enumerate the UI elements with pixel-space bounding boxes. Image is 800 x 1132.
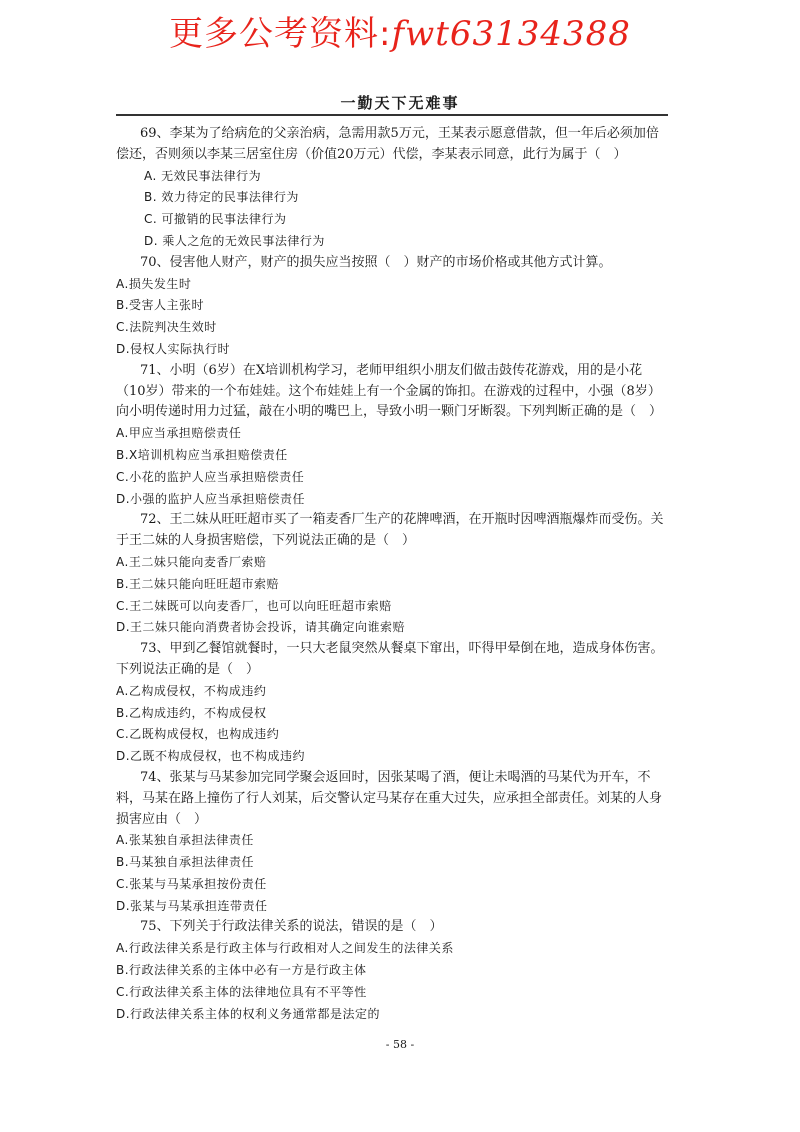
option-a: A.张某独自承担法律责任 (116, 833, 254, 848)
option-d: D.小强的监护人应当承担赔偿责任 (116, 491, 306, 506)
question-stem: 71、小明（6岁）在X培训机构学习，老师甲组织小朋友们做击鼓传花游戏，用的是小花（10岁）带来的一个布娃娃。这个布娃娃上有一个金属的饰扣。在游戏的过程中，小强（8岁）向小明传递时用力过猛，敲在小明的嘴巴上，导致小明一颗门牙断裂。下列判断正确的是（ ） (116, 362, 663, 420)
option-b: B.乙构成违约，不构成侵权 (116, 705, 267, 720)
page-number: - 58 - (385, 1038, 415, 1051)
option-b: B.行政法律关系的主体中必有一方是行政主体 (116, 963, 367, 978)
option-c: C.行政法律关系主体的法律地位具有不平等性 (116, 984, 367, 999)
option-c: C.乙既构成侵权，也构成违约 (116, 727, 280, 742)
option-c: C. 可撤销的民事法律行为 (144, 212, 287, 227)
question-stem: 69、李某为了给病危的父亲治病，急需用款5万元，王某表示愿意借款，但一年后必须加倍偿还，否则须以李某三居室住房（价值20万元）代偿，李某表示同意，此行为属于（ ） (116, 126, 659, 162)
option-d: D.行政法律关系主体的权利义务通常都是法定的 (116, 1006, 381, 1021)
option-c: C.王二妹既可以向麦香厂，也可以向旺旺超市索赔 (116, 598, 392, 613)
option-c: C.法院判决生效时 (116, 320, 217, 335)
question-69 (116, 124, 666, 253)
question-72 (116, 510, 666, 639)
option-a: A.王二妹只能向麦香厂索赔 (116, 554, 267, 569)
question-stem: 74、张某与马某参加完同学聚会返回时，因张某喝了酒，便让未喝酒的马某代为开车，不料，马某在路上撞伤了行人刘某，后交警认定马某存在重大过失，应承担全部责任。刘某的人身损害应由（ ） (116, 769, 663, 827)
option-b: B.受害人主张时 (116, 298, 205, 313)
option-a: A.行政法律关系是行政主体与行政相对人之间发生的法律关系 (116, 941, 454, 956)
option-d: D.乙既不构成侵权，也不构成违约 (116, 749, 306, 764)
option-c: C.小花的监护人应当承担赔偿责任 (116, 469, 305, 484)
question-73 (116, 639, 666, 768)
option-b: B.X培训机构应当承担赔偿责任 (116, 447, 288, 462)
option-a: A.甲应当承担赔偿责任 (116, 426, 242, 441)
option-b: B. 效力待定的民事法律行为 (144, 190, 299, 205)
option-d: D. 乘人之危的无效民事法律行为 (144, 233, 325, 248)
question-stem: 73、甲到乙餐馆就餐时，一只大老鼠突然从餐桌下窜出，吓得甲晕倒在地，造成身体伤害。下列说法正确的是（ ） (116, 641, 664, 677)
option-list (116, 830, 666, 917)
question-stem: 72、王二妹从旺旺超市买了一箱麦香厂生产的花牌啤酒，在开瓶时因啤酒瓶爆炸而受伤。关于王二妹的人身损害赔偿，下列说法正确的是（ ） (116, 512, 664, 549)
question-75 (116, 917, 666, 1025)
question-stem: 70、侵害他人财产，财产的损失应当按照（ ）财产的市场价格或其他方式计算。 (140, 254, 612, 270)
option-d: D.侵权人实际执行时 (116, 341, 231, 356)
option-list (116, 681, 666, 768)
watermark-prefix: 更多公考资料: (169, 14, 392, 54)
header-rule (116, 114, 668, 116)
question-stem: 75、下列关于行政法律关系的说法，错误的是（ ） (140, 919, 443, 935)
option-b: B.马某独自承担法律责任 (116, 855, 255, 870)
option-a: A. 无效民事法律行为 (144, 168, 262, 183)
option-list (116, 274, 666, 361)
running-head: 一勤天下无难事 (340, 94, 460, 112)
option-list (116, 552, 666, 639)
option-d: D.王二妹只能向消费者协会投诉，请其确定向谁索赔 (116, 620, 406, 635)
option-a: A.乙构成侵权，不构成违约 (116, 683, 267, 698)
question-71 (116, 361, 666, 511)
question-70 (116, 253, 666, 361)
watermark-banner (0, 6, 800, 55)
option-list (116, 423, 666, 510)
question-74 (116, 768, 666, 918)
question-list (116, 124, 666, 1025)
option-d: D.张某与马某承担连带责任 (116, 898, 268, 913)
option-list (116, 938, 666, 1025)
option-a: A.损失发生时 (116, 276, 192, 291)
option-c: C.张某与马某承担按份责任 (116, 876, 267, 891)
option-b: B.王二妹只能向旺旺超市索赔 (116, 576, 280, 591)
option-list (116, 166, 666, 253)
watermark-url: fwt63134388 (391, 14, 631, 54)
